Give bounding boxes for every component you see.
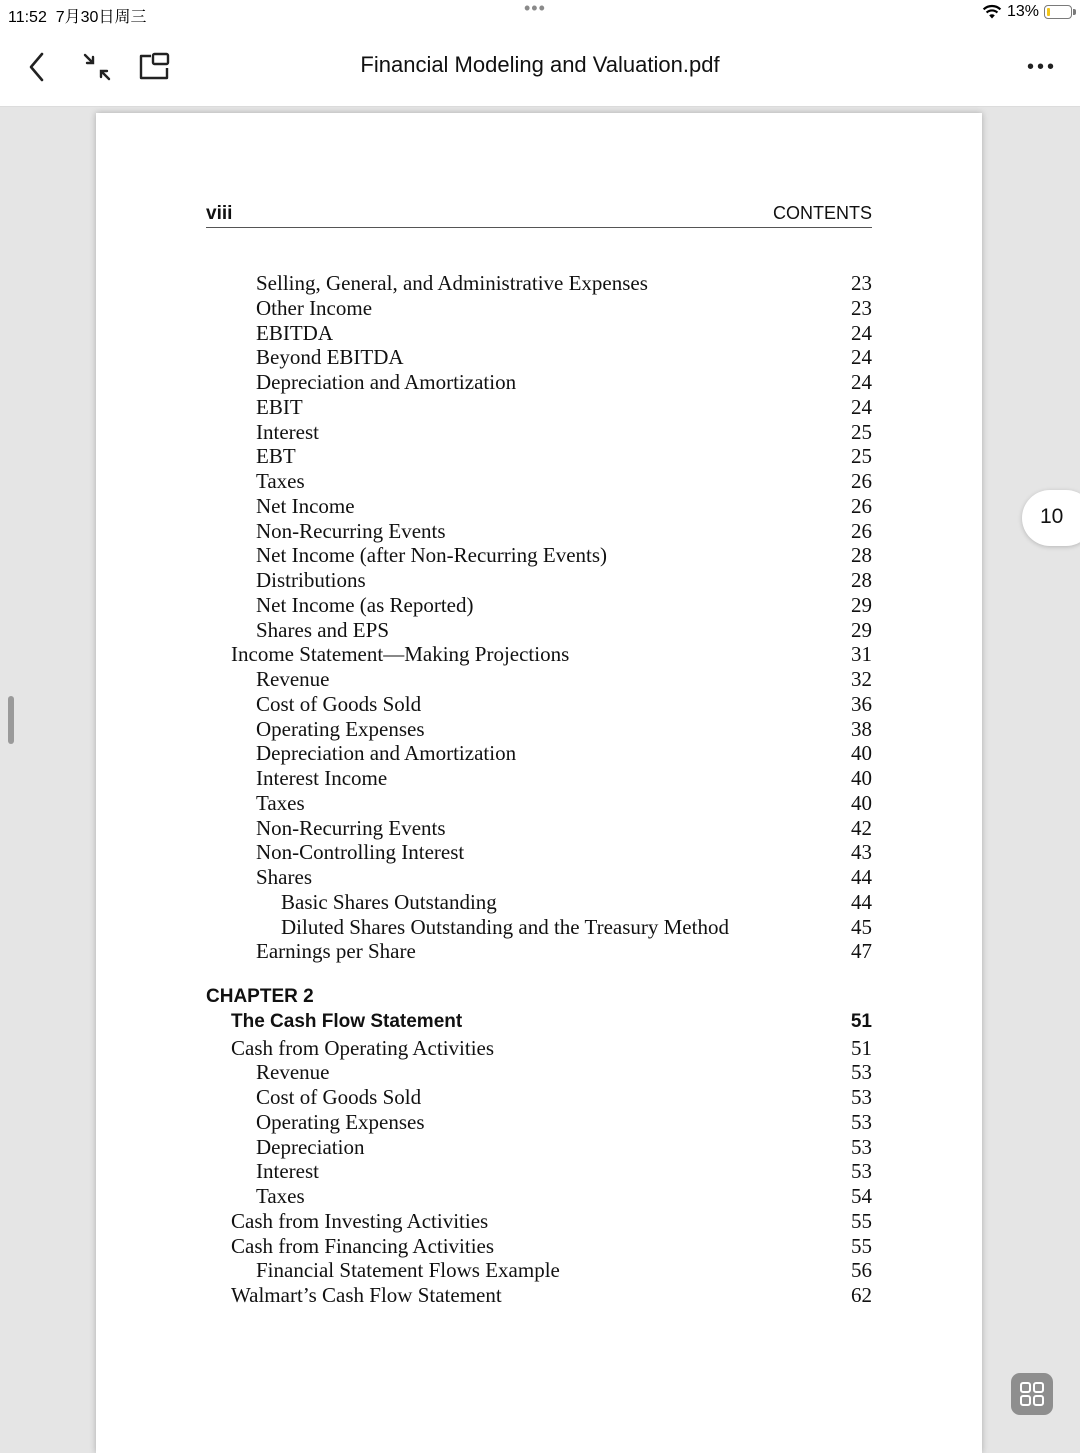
toc-entry-page: 24	[851, 370, 872, 394]
toc-entry-page: 53	[851, 1085, 872, 1109]
toc-entry-title: Net Income (as Reported)	[256, 592, 474, 617]
toc-entry-page: 29	[851, 617, 872, 642]
status-date: 7月30日周三	[55, 9, 147, 26]
current-page-indicator[interactable]	[1022, 490, 1080, 546]
toc-entry-title: Taxes	[256, 790, 305, 815]
toc-entry[interactable]	[206, 593, 872, 617]
toc-entry-page: 25	[851, 444, 872, 469]
toc-entry-page: 53	[851, 1159, 872, 1184]
toc-entry[interactable]	[206, 271, 872, 295]
toc-entry-title: Non-Recurring Events	[256, 518, 446, 543]
toc-entry-page: 47	[851, 939, 872, 964]
pdf-page[interactable]	[96, 113, 982, 1453]
toc-entry-title: Cost of Goods Sold	[256, 691, 422, 716]
toc-entry-page: 26	[851, 469, 872, 493]
toc-entry-title: Shares and EPS	[256, 617, 389, 642]
page-header	[206, 201, 872, 228]
toc-entry[interactable]	[206, 1085, 872, 1109]
toc-entry-page: 26	[851, 518, 872, 543]
thumbnail-grid-button[interactable]	[1011, 1373, 1053, 1415]
document-title: Financial Modeling and Valuation.pdf	[360, 52, 720, 77]
toc-entry-page: 25	[851, 419, 872, 444]
toc-entry[interactable]	[206, 667, 872, 691]
page-number: viii	[206, 203, 233, 224]
toc-entry-page: 53	[851, 1134, 872, 1159]
toc-entry[interactable]	[206, 1036, 872, 1060]
toc-entry[interactable]	[206, 1110, 872, 1134]
toc-entry-title: Diluted Shares Outstanding and the Treasury Method	[281, 914, 729, 939]
wifi-icon	[982, 4, 1002, 20]
toc-entry[interactable]	[206, 370, 872, 394]
toc-entry-title: Earnings per Share	[256, 939, 416, 964]
toc-entry-title: Income Statement—Making Projections	[231, 642, 570, 667]
toc-entry-title: EBITDA	[256, 320, 333, 345]
toc-entry-title: Operating Expenses	[256, 716, 425, 741]
toc-entry[interactable]	[206, 865, 872, 889]
battery-percent: 13%	[1006, 3, 1039, 20]
toc-entry-page: 56	[851, 1258, 872, 1283]
toc-entry-title: Net Income (after Non-Recurring Events)	[256, 543, 608, 568]
toc-entry-title: Interest	[256, 1159, 319, 1184]
toc-entry-title: Revenue	[256, 667, 330, 691]
toc-entry-page: 53	[851, 1109, 872, 1134]
toc-entry[interactable]	[206, 469, 872, 493]
toc-entry-title: Cash from Operating Activities	[231, 1035, 495, 1060]
status-time: 11:52 7月30日周三	[8, 9, 147, 26]
toc-entry-title: Beyond EBITDA	[256, 345, 404, 370]
toc-entry[interactable]	[206, 840, 872, 864]
toc-entry[interactable]	[206, 1258, 872, 1282]
toc-entry[interactable]	[206, 915, 872, 939]
toc-entry-title: Financial Statement Flows Example	[256, 1258, 560, 1283]
chapter-page: 51	[850, 1010, 872, 1032]
toc-entry[interactable]	[206, 1209, 872, 1233]
toc-entry-page: 40	[851, 741, 872, 766]
toc-entry-title: Basic Shares Outstanding	[281, 889, 497, 914]
toc-entry-page: 38	[851, 716, 872, 741]
toc-entry[interactable]	[206, 642, 872, 666]
toc-entry-title: Depreciation and Amortization	[256, 741, 517, 766]
toc-entry-title: Net Income	[256, 493, 355, 518]
toc-entry-page: 24	[851, 320, 872, 345]
toc-entry[interactable]	[206, 321, 872, 345]
toc-entry-title: Interest Income	[256, 766, 388, 790]
toc-entry-page: 29	[851, 592, 872, 617]
current-page-number: 10	[1040, 505, 1064, 528]
toc-entry-title: Selling, General, and Administrative Expenses	[256, 271, 648, 295]
toc-entry-page: 55	[851, 1208, 872, 1233]
toc-entry-title: Taxes	[256, 469, 305, 493]
toc-entry-page: 55	[851, 1233, 872, 1258]
toc-entry-title: EBT	[256, 444, 296, 469]
toc-entry-page: 36	[851, 691, 872, 716]
section-label: CONTENTS	[773, 203, 872, 223]
toc-entry[interactable]	[206, 816, 872, 840]
toc-entry[interactable]	[206, 766, 872, 790]
toc-entry-page: 42	[851, 815, 872, 840]
toc-entry-title: Depreciation	[256, 1134, 365, 1159]
toc-entry-title: Operating Expenses	[256, 1109, 425, 1134]
more-options-button[interactable]: •••	[1026, 55, 1057, 78]
toc-entry-page: 40	[851, 766, 872, 790]
toc-entry-page: 53	[851, 1060, 872, 1085]
grid-icon	[1019, 1381, 1045, 1407]
multitask-dots[interactable]: •••	[524, 0, 546, 18]
toc-entry-page: 26	[851, 493, 872, 518]
toc-entry-title: Depreciation and Amortization	[256, 370, 517, 394]
toc-entry[interactable]	[206, 395, 872, 419]
toc-entry-page: 40	[851, 790, 872, 815]
toc-entry[interactable]	[206, 1159, 872, 1183]
toc-entry[interactable]	[206, 345, 872, 369]
status-indicators	[982, 3, 1072, 21]
toc-entry[interactable]	[206, 939, 872, 963]
toc-entry-page: 23	[851, 295, 872, 320]
battery-icon	[1044, 5, 1072, 19]
toc-entry[interactable]	[206, 1060, 872, 1084]
toc-entry-page: 23	[851, 271, 872, 295]
toc-entry-title: Taxes	[256, 1184, 305, 1208]
toc-entry[interactable]	[206, 420, 872, 444]
toc-entry[interactable]	[206, 692, 872, 716]
toc-entry-title: Revenue	[256, 1060, 330, 1085]
toc-entry-title: Cash from Financing Activities	[231, 1233, 495, 1258]
status-bar	[0, 0, 1080, 28]
toc-entry-page: 51	[851, 1035, 872, 1060]
toc-entry-title: Cash from Investing Activities	[231, 1208, 489, 1233]
toc-entry-title: Other Income	[256, 295, 373, 320]
toc-entry[interactable]	[206, 1135, 872, 1159]
toc-entry-page: 32	[851, 667, 872, 691]
toc-entry-page: 44	[851, 889, 872, 914]
toc-entry[interactable]	[206, 543, 872, 567]
toc-entry[interactable]	[206, 494, 872, 518]
toolbar	[0, 28, 1080, 107]
toc-entry-page: 44	[851, 865, 872, 889]
toc-entry[interactable]	[206, 1234, 872, 1258]
toc-entry-page: 31	[851, 642, 872, 667]
chapter-label: CHAPTER 2	[206, 986, 314, 1007]
toc-entry-page: 62	[851, 1283, 872, 1307]
chapter-entry[interactable]	[206, 1011, 872, 1035]
toc-entry[interactable]	[206, 890, 872, 914]
toc-entry-title: Walmart’s Cash Flow Statement	[231, 1283, 502, 1307]
toc-entry-page: 28	[851, 543, 872, 568]
toc-entry[interactable]	[206, 1283, 872, 1307]
toc-entry-title: EBIT	[256, 394, 303, 419]
toc-entry[interactable]	[206, 717, 872, 741]
toc-entry[interactable]	[206, 568, 872, 592]
toc-entry[interactable]	[206, 444, 872, 468]
toc-entry[interactable]	[206, 618, 872, 642]
toc-entry-title: Shares	[256, 865, 312, 889]
toc-entry-page: 43	[851, 840, 872, 865]
toc-entry[interactable]	[206, 791, 872, 815]
toc-entry-title: Interest	[256, 419, 319, 444]
toc-entry-title: Distributions	[256, 568, 366, 592]
battery-level	[1047, 8, 1050, 16]
toc-entry[interactable]	[206, 296, 872, 320]
toc-entry-page: 28	[851, 568, 872, 592]
toc-entry-page: 54	[851, 1184, 872, 1208]
toc-entry[interactable]	[206, 741, 872, 765]
chapter-title: The Cash Flow Statement	[231, 1010, 463, 1032]
scroll-handle[interactable]	[8, 696, 14, 744]
toc-entry-title: Non-Recurring Events	[256, 815, 446, 840]
toc-entry-title: Cost of Goods Sold	[256, 1085, 422, 1109]
toc-entry-title: Non-Controlling Interest	[256, 840, 465, 865]
toc-entry-page: 24	[851, 394, 872, 419]
toc-entry-page: 24	[851, 345, 872, 370]
toc-entry[interactable]	[206, 519, 872, 543]
toc-entry-page: 45	[851, 914, 872, 939]
toc-entry[interactable]	[206, 1184, 872, 1208]
